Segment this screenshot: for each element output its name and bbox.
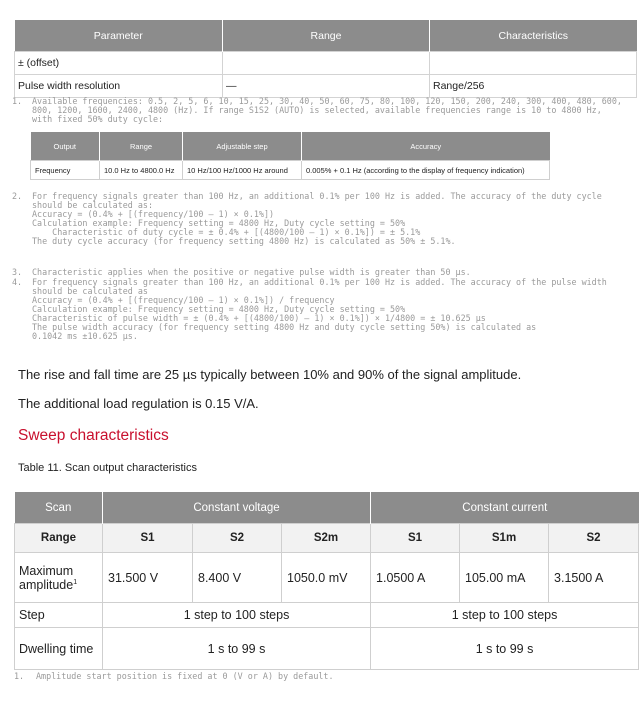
header-characteristics: Characteristics (430, 20, 637, 52)
note-1-text: Available frequencies: 0.5, 2, 5, 6, 10, 15, 25, 30, 40, 50, 60, 75, 80, 100, 120, 150, 200, 240, 300, 400, 480, 600, 800, 1200, 1600, 2400, 4800 (Hz). If range S1S2 (AUTO) is selected, available frequencies range is 10 to 4800 Hz, with fixed 50% duty cycle: (32, 96, 622, 124)
table-header-row (15, 492, 639, 524)
subheader-s2: S2 (193, 524, 282, 553)
header-constant-voltage: Constant voltage (103, 492, 371, 524)
note-4-text: For frequency signals greater than 100 Hz, an additional 0.1% per 100 Hz is added. The accuracy of the pulse width should be calculated as Accuracy = (0.4% + [(frequency/100 – 1) × 0.1%]) / frequency Calculation example: Frequency setting = 4800 Hz, Duty cycle setting = 50% Characteristic of pulse width = ± (0.4% + [(4800/100) – 1) × 0.1%]) × 1/4800 = ± 10.625 µs The pulse width accuracy (for frequency setting 4800 Hz and duty cycle setting 50%) is calculated as 0.1042 ms ±10.625 µs. (32, 277, 607, 341)
table-cell: 1 s to 99 s (371, 628, 639, 670)
row-label-maximum-amplitude: Maximum amplitude$^1$ (15, 553, 103, 603)
paragraph-load-regulation: The additional load regulation is 0.15 V/A. (18, 396, 259, 411)
table-cell: ± (offset) (15, 52, 223, 75)
section-heading: Sweep characteristics (18, 427, 169, 444)
footnote-text: Amplitude start position is fixed at 0 (V or A) by default. (36, 671, 334, 681)
parameter-table (14, 20, 637, 98)
table-cell: 0.005% + 0.1 Hz (according to the display of frequency indication) (302, 161, 550, 180)
subheader-s2: S2 (549, 524, 639, 553)
table-header-row (15, 20, 637, 52)
table-cell: 1050.0 mV (282, 553, 371, 603)
note-3-text: Characteristic applies when the positive or negative pulse width is greater than 50 µs. (32, 267, 471, 277)
table-cell: 3.1500 A (549, 553, 639, 603)
subheader-s1m: S1m (460, 524, 549, 553)
note-number: 1. (12, 96, 23, 106)
table-row (15, 603, 639, 628)
header-range: Range (223, 20, 430, 52)
header-parameter: Parameter (15, 20, 223, 52)
table-cell: 1 step to 100 steps (371, 603, 639, 628)
footnote-number: 1. (14, 671, 25, 681)
table-cell (430, 52, 637, 75)
table-caption: Table 11. Scan output characteristics (18, 462, 197, 474)
subheader-s1: S1 (103, 524, 193, 553)
table-cell: 1 s to 99 s (103, 628, 371, 670)
table-cell: Pulse width resolution (15, 75, 223, 98)
note-number: 3. (12, 267, 23, 277)
table-row (15, 75, 637, 98)
table-row (15, 52, 637, 75)
table-cell (223, 52, 430, 75)
header-output: Output (31, 132, 100, 161)
table-cell: — (223, 75, 430, 98)
subheader-s1: S1 (371, 524, 460, 553)
header-constant-current: Constant current (371, 492, 639, 524)
table-header-row (31, 132, 550, 161)
row-label-step: Step (15, 603, 103, 628)
table-cell: 1.0500 A (371, 553, 460, 603)
table-cell: 10 Hz/100 Hz/1000 Hz around (183, 161, 302, 180)
header-range: Range (100, 132, 183, 161)
table-row (31, 161, 550, 180)
table-row (15, 628, 639, 670)
table-cell: 1 step to 100 steps (103, 603, 371, 628)
table-cell: Range/256 (430, 75, 637, 98)
table-cell: 10.0 Hz to 4800.0 Hz (100, 161, 183, 180)
subheader-s2m: S2m (282, 524, 371, 553)
note-number: 2. (12, 191, 23, 201)
note-number: 4. (12, 277, 23, 287)
table-row (15, 553, 639, 603)
table-cell: Frequency (31, 161, 100, 180)
header-adjustable-step: Adjustable step (183, 132, 302, 161)
header-accuracy: Accuracy (302, 132, 550, 161)
subheader-range: Range (15, 524, 103, 553)
row-label-dwelling-time: Dwelling time (15, 628, 103, 670)
table-cell: 31.500 V (103, 553, 193, 603)
frequency-table (30, 132, 550, 180)
paragraph-rise-fall: The rise and fall time are 25 µs typically between 10% and 90% of the signal amplitude. (18, 367, 522, 382)
header-scan: Scan (15, 492, 103, 524)
scan-output-table (14, 492, 639, 670)
table-cell: 8.400 V (193, 553, 282, 603)
table-subheader-row (15, 524, 639, 553)
note-2-text: For frequency signals greater than 100 Hz, an additional 0.1% per 100 Hz is added. The accuracy of the duty cycle should be calculated as: Accuracy = (0.4% + [(frequency/100 – 1) × 0.1%]) Calculation example: Frequency setting = 4800 Hz, Duty cycle setting = 50% Characteristic of duty cycle = ± 0.4% + [(4800/100 – 1) × 0.1%]) = ± 5.1% The duty cycle accuracy (for frequency setting 4800 Hz) is calculated as 50% ± 5.1%. (32, 191, 602, 246)
table-cell: 105.00 mA (460, 553, 549, 603)
